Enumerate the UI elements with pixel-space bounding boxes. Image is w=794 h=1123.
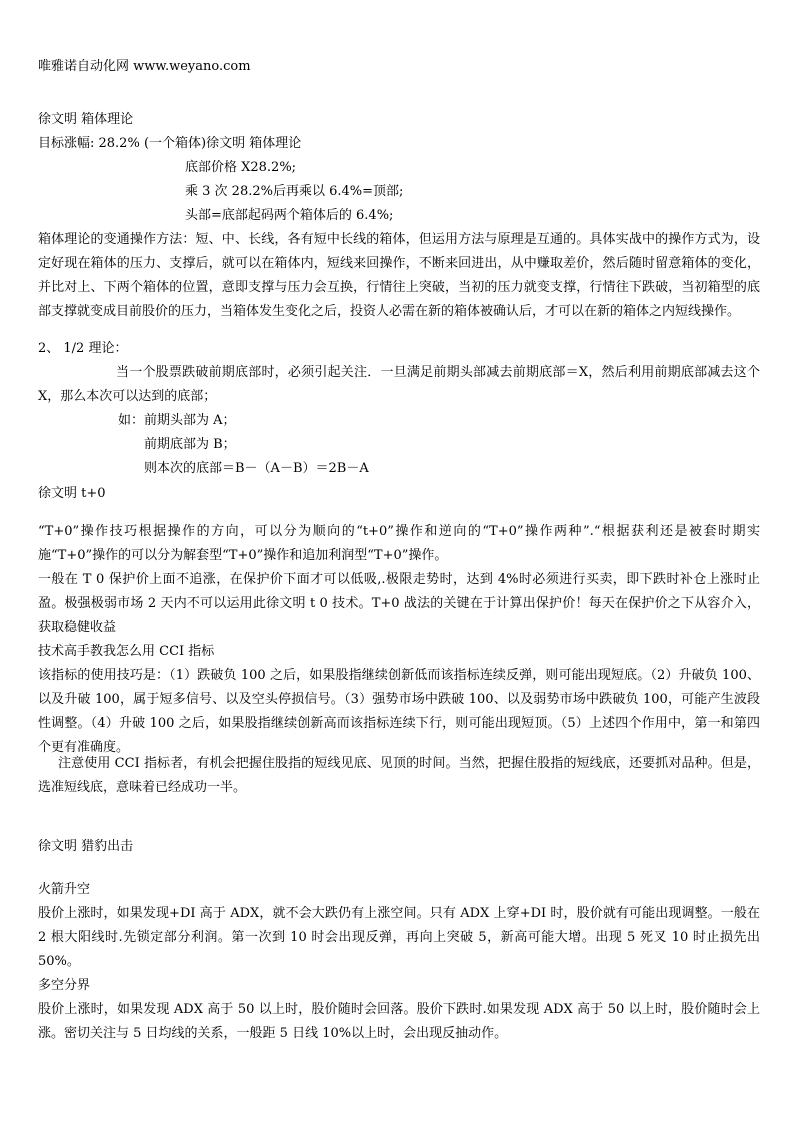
subsection-title: 多空分界 bbox=[38, 978, 91, 993]
paragraph: 一般在 T 0 保护价上面不追涨，在保护价下面才可以低吸,.极限走势时，达到 4%时必须进行买卖，即下跌时补仓上涨时止盈。极强极弱市场 2 天内不可以运用此徐文明 t 0 技术。T+0 战法的关键在于计算出保护价！每天在保护价之下从容介入，获取稳健收益 bbox=[38, 572, 760, 635]
paragraph: “T+0”操作技巧根据操作的方向，可以分为顺向的“t+0”操作和逆向的“T+0”操作两种”.“根据获利还是被套时期实施“T+0”操作的可以分为解套型“T+0”操作和追加利润型“T+0”操作。 bbox=[38, 524, 760, 563]
section-t0 bbox=[38, 482, 760, 506]
example-line: 则本次的底部＝B－（A－B）＝2B－A bbox=[144, 461, 369, 476]
formula-line: 底部价格 X28.2%; bbox=[185, 160, 297, 175]
section-cci-note bbox=[38, 752, 760, 800]
section-title: 徐文明 箱体理论 bbox=[38, 112, 134, 127]
section-title: 徐文明 t+0 bbox=[38, 486, 106, 501]
paragraph: 股价上涨时，如果发现+DI 高于 ADX，就不会大跌仍有上涨空间。只有 ADX 上穿+DI 时，股价就有可能出现调整。一般在 2 根大阳线时.先锁定部分利润。第一次到 10 时会出现反弹，再向上突破 5，新高可能大增。出现 5 死叉 10 时止损先出 50%。 bbox=[38, 906, 760, 969]
paragraph: 当一个股票跌破前期底部时，必须引起关注．一旦满足前期头部减去前期底部＝X，然后利用前期底部减去这个 X，那么本次可以达到的底部； bbox=[38, 365, 760, 404]
formula-line: 乘 3 次 28.2%后再乘以 6.4%=顶部; bbox=[185, 184, 404, 199]
paragraph: 箱体理论的变通操作方法：短、中、长线，各有短中长线的箱体，但运用方法与原理是互通的。具体实战中的操作方式为，设定好现在箱体的压力、支撑后，就可以在箱体内，短线来回操作，不断来回进出，从中赚取差价，然后随时留意箱体的变化，并比对上、下两个箱体的位置，意即支撑与压力会互换，行情往上突破，当初的压力就变支撑，行情往下跌破，当初箱型的底部支撑就变成目前股价的压力，当箱体发生变化之后，投资人必需在新的箱体被确认后，才可以在新的箱体之内短线操作。 bbox=[38, 232, 760, 319]
section-t0-body bbox=[38, 520, 760, 760]
section-cheetah bbox=[38, 835, 760, 859]
example-line: 前期底部为 B； bbox=[144, 437, 236, 452]
example-line: 如：前期头部为 A； bbox=[118, 413, 236, 428]
page-header bbox=[38, 55, 760, 79]
section-cheetah-body bbox=[38, 878, 760, 1046]
section-title: 徐文明 猎豹出击 bbox=[38, 839, 134, 854]
paragraph: 注意使用 CCI 指标者，有机会把握住股指的短线见底、见顶的时间。当然，把握住股指的短线底，还要抓对品种。但是，选准短线底，意味着已经成功一半。 bbox=[38, 756, 760, 795]
section-box-theory bbox=[38, 108, 760, 324]
paragraph: 该指标的使用技巧是：（1）跌破负 100 之后，如果股指继续创新低而该指标连续反弹，则可能出现短底。（2）升破负 100、以及升破 100，属于短多信号、以及空头停损信号。（3）强势市场中跌破 100、以及弱势市场中跌破负 100，可能产生波段性调整。（4）升破 100 之后，如果股指继续创新高而该指标连续下行，则可能出现短顶。（5）上述四个作用中，第一和第四个更有准确度。 bbox=[38, 668, 760, 755]
target-gain-line: 目标涨幅: 28.2% (一个箱体)徐文明 箱体理论 bbox=[38, 136, 302, 151]
section-title: 2、 1/2 理论： bbox=[38, 341, 128, 356]
formula-line: 头部=底部起码两个箱体后的 6.4%; bbox=[185, 208, 394, 223]
section-half-theory bbox=[38, 337, 760, 481]
section-title: 技术高手教我怎么用 CCI 指标 bbox=[38, 644, 215, 659]
subsection-title: 火箭升空 bbox=[38, 882, 91, 897]
paragraph: 股价上涨时，如果发现 ADX 高于 50 以上时，股价随时会回落。股价下跌时.如果发现 ADX 高于 50 以上时，股价随时会上涨。密切关注与 5 日均线的关系，一般距 5 日线 10%以上时，会出现反抽动作。 bbox=[38, 1002, 760, 1041]
header-text: 唯雅诺自动化网 www.weyano.com bbox=[38, 59, 251, 74]
